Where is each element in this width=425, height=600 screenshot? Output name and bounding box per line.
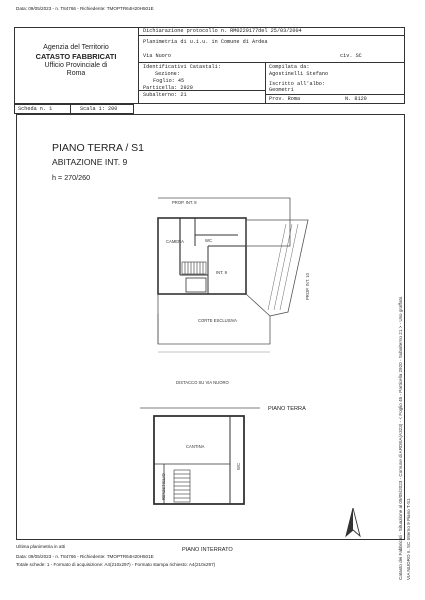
label-camera: CAMERA	[166, 239, 184, 244]
form-divider	[139, 90, 265, 91]
scheda-text: Scheda n. 1	[18, 106, 53, 112]
side-text-line1: Catasto dei Fabbricati - Situazione al 09/05/2023 - Comune di ARDEA(A323) - < Foglio 45 - Particella 2920 - Subalterno 21 > - Uso graffato	[398, 296, 403, 580]
form-divider	[265, 62, 266, 104]
label-distacco: DISTACCO SU VIA NUORO	[176, 380, 229, 385]
iscritto-label: Iscritto all'albo:	[269, 81, 326, 87]
agency-line4: Roma	[66, 70, 86, 77]
scheda-divider	[70, 104, 71, 114]
protocol-text: Dichiarazione protocollo n. RM0229177del 25/03/2004	[143, 28, 302, 34]
ground-label: PIANO TERRA	[268, 406, 306, 412]
footer-ultima: Ultima planimetria in atti	[16, 544, 66, 549]
label-prop-top: PROP. INT. 8	[172, 200, 197, 205]
agency-line2: CATASTO FABBRICATI	[35, 52, 117, 61]
identifiers-label: Identificativi Catastali:	[143, 64, 221, 70]
planimetria-title: Planimetria di u.i.u. in Comune di Ardea	[143, 39, 268, 45]
plan-height: h = 270/260	[52, 173, 91, 182]
agency-block	[14, 27, 139, 104]
street-text: Via Nuoro	[143, 53, 172, 59]
form-divider	[139, 62, 405, 63]
side-text-line2: VIA NUORO n. SC Interno 9 Piano T-S1	[406, 498, 411, 580]
scala-text: Scala 1: 200	[80, 106, 118, 112]
footer-totale: Totale schede: 1 - Formato di acquisizione: A4(210x297) - Formato stampa richiesto: A4(210x297)	[16, 562, 216, 567]
iscritto-value: Geometri	[269, 87, 294, 93]
sezione-label: Sezione:	[155, 71, 180, 77]
label-cantina: CANTINA	[186, 444, 205, 449]
label-wc-basement: WC	[236, 463, 241, 470]
num-text: N. 8120	[345, 96, 367, 102]
form-divider	[139, 35, 405, 36]
header-top-line: Data: 09/05/2023 - n. T84766 - Richiedente: TMOPTR64H20H501E	[16, 6, 154, 11]
compilata-name: Agostinelli Stefano	[269, 71, 329, 77]
form-divider	[265, 94, 405, 95]
prov-text: Prov. Roma	[269, 96, 301, 102]
label-corte: CORTE ESCLUSIVA	[198, 318, 237, 323]
plan-title: PIANO TERRA / S1	[52, 142, 145, 154]
basement-plan	[140, 400, 260, 510]
label-wc-top: WC	[205, 238, 212, 243]
label-ripostiglio: RIPOSTIGLIO	[161, 473, 166, 500]
compilata-label: Compilata da:	[269, 64, 310, 70]
foglio-label: Foglio: 45	[153, 78, 185, 84]
basement-label: PIANO INTERRATO	[182, 547, 233, 553]
north-arrow-icon	[342, 508, 364, 540]
label-int9: INT. 9	[216, 270, 227, 275]
particella-label: Particella: 2920	[143, 85, 193, 91]
plan-subtitle: ABITAZIONE INT. 9	[52, 157, 128, 167]
footer-data-line: Data: 09/05/2023 - n. T84766 - Richiedente: TMOPTR64H20H501E	[16, 554, 154, 559]
civ-text: civ. SC	[340, 53, 362, 59]
subalterno-label: Subalterno: 21	[143, 92, 187, 98]
label-prop-right: PROP. INT. 10	[305, 273, 310, 300]
agency-line1: Agenzia del Territorio	[43, 44, 109, 51]
agency-line3: Ufficio Provinciale di	[44, 62, 108, 69]
